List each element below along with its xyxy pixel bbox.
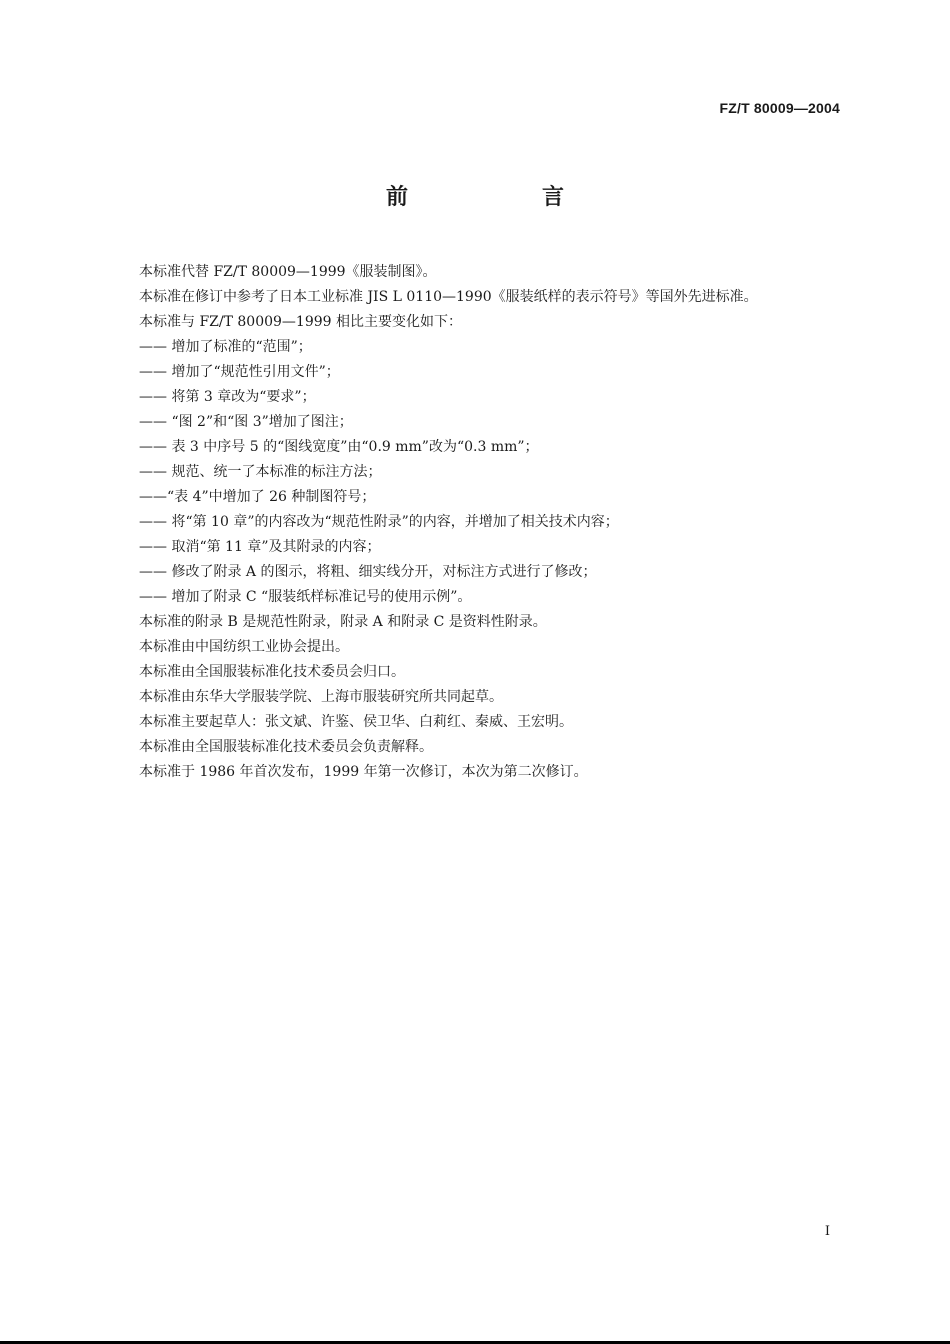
page-title: 前 言 bbox=[385, 185, 620, 210]
change-list-item: —— 修改了附录 A 的图示，将粗、细实线分开，对标注方式进行了修改； bbox=[139, 564, 597, 580]
paragraph-line: 本标准由东华大学服装学院、上海市服装研究所共同起草。 bbox=[139, 689, 503, 705]
paragraph-line: 本标准由全国服装标准化技术委员会归口。 bbox=[139, 664, 405, 680]
change-list-item: —— 将第 3 章改为“要求”； bbox=[139, 389, 316, 405]
change-list-item: —— 将“第 10 章”的内容改为“规范性附录”的内容，并增加了相关技术内容； bbox=[139, 514, 619, 530]
paragraph-line: 本标准于 1986 年首次发布，1999 年第一次修订，本次为第二次修订。 bbox=[139, 764, 588, 780]
change-list-item: —— 表 3 中序号 5 的“图线宽度”由“0.9 mm”改为“0.3 mm”； bbox=[139, 439, 539, 455]
paragraph-line: 本标准的附录 B 是规范性附录，附录 A 和附录 C 是资料性附录。 bbox=[139, 614, 547, 630]
change-list-item: —— 取消“第 11 章”及其附录的内容； bbox=[139, 539, 381, 555]
change-list-item: ——“表 4”中增加了 26 种制图符号； bbox=[139, 489, 376, 505]
paragraph-line: 本标准与 FZ/T 80009—1999 相比主要变化如下： bbox=[139, 314, 463, 330]
standard-code: FZ/T 80009—2004 bbox=[719, 100, 840, 116]
change-list-item: —— 增加了附录 C “服装纸样标准记号的使用示例”。 bbox=[139, 589, 472, 605]
change-list-item: —— 增加了“规范性引用文件”； bbox=[139, 364, 340, 380]
paragraph-line: 本标准主要起草人：张文斌、许鉴、侯卫华、白莉红、秦威、王宏明。 bbox=[139, 714, 573, 730]
change-list-item: —— 增加了标准的“范围”； bbox=[139, 339, 312, 355]
foreword-body bbox=[139, 260, 859, 785]
page-number: I bbox=[824, 1224, 830, 1239]
change-list-item: —— “图 2”和“图 3”增加了图注； bbox=[139, 414, 353, 430]
paragraph-line: 本标准代替 FZ/T 80009—1999《服装制图》。 bbox=[139, 264, 437, 280]
paragraph-line: 本标准在修订中参考了日本工业标准 JIS L 0110—1990《服装纸样的表示符号》等国外先进标准。 bbox=[139, 289, 758, 305]
paragraph-line: 本标准由中国纺织工业协会提出。 bbox=[139, 639, 349, 655]
paragraph-line: 本标准由全国服装标准化技术委员会负责解释。 bbox=[139, 739, 433, 755]
change-list-item: —— 规范、统一了本标准的标注方法； bbox=[139, 464, 382, 480]
